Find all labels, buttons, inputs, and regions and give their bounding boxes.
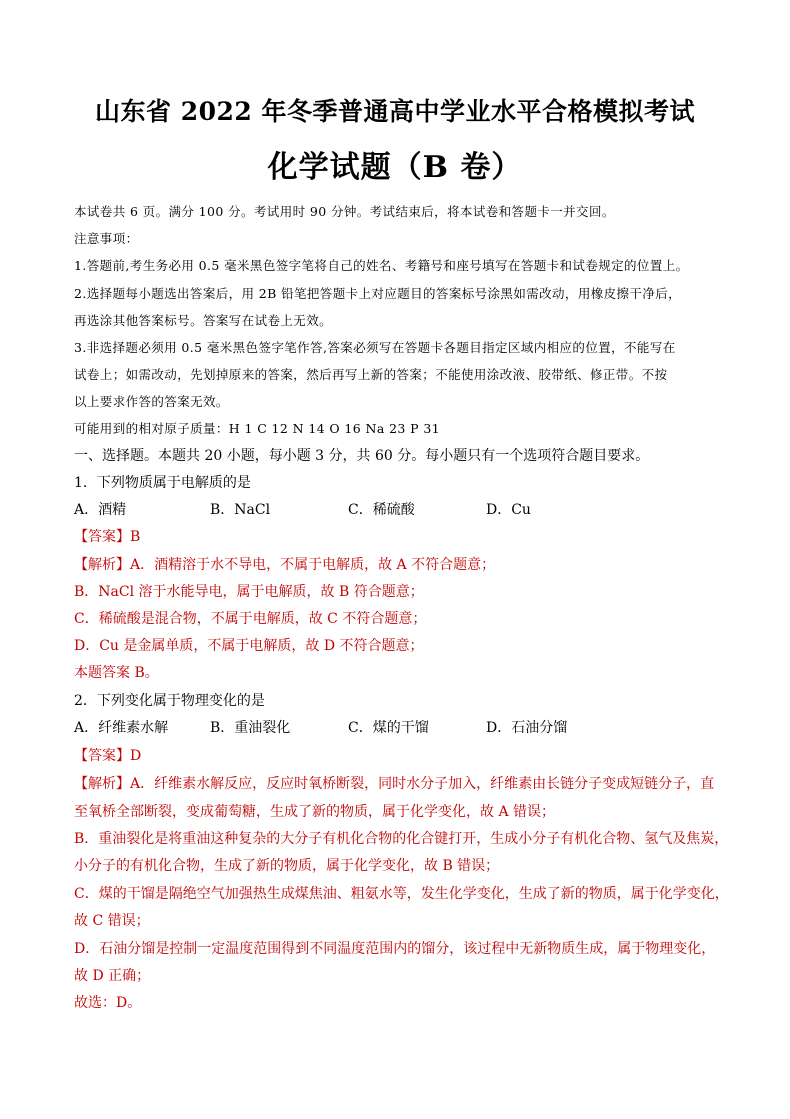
- notice-title: 注意事项：: [74, 231, 139, 246]
- section-heading: 一、选择题。本题共 20 小题，每小题 3 分，共 60 分。每小题只有一个选项符合题目要求。: [74, 448, 650, 464]
- question-2-analysis-line-7: D．石油分馏是控制一定温度范围得到不同温度范围内的馏分，该过程中无新物质生成，属于物理变化，: [74, 941, 716, 957]
- question-2-analysis-line-8: 故 D 正确；: [74, 968, 151, 984]
- analysis-tag: 【解析】: [74, 776, 130, 792]
- question-2-analysis-line-2: 至氧桥全部断裂，变成葡萄糖，生成了新的物质，属于化学变化，故 A 错误；: [74, 804, 556, 820]
- notice-item-3-line-3: 以上要求作答的答案无效。: [74, 394, 229, 409]
- question-2-analysis-line-1: 【解析】A．纤维素水解反应，反应时氧桥断裂，同时水分子加入，纤维素由长链分子变成短链分子，直: [74, 776, 715, 792]
- question-2-analysis-line-5: C．煤的干馏是隔绝空气加强热生成煤焦油、粗氨水等，发生化学变化，生成了新的物质，属于化学变化，: [74, 886, 729, 902]
- question-2-analysis-line-3: B．重油裂化是将重油这种复杂的大分子有机化合物的化合键打开，生成小分子有机化合物、氢气及焦炭，: [74, 831, 729, 847]
- question-2-stem: 2．下列变化属于物理变化的是: [74, 693, 265, 709]
- question-2-answer: [74, 745, 141, 765]
- question-1-analysis-line-2: B．NaCl 溶于水能导电，属于电解质，故 B 符合题意；: [74, 584, 424, 600]
- question-1-conclusion: 本题答案 B。: [74, 665, 159, 681]
- q1-option-a: A．酒精: [74, 502, 127, 518]
- notice-item-2-line-1: 2.选择题每小题选出答案后，用 2B 铅笔把答题卡上对应题目的答案标号涂黑如需改动，用橡皮擦干净后，: [74, 286, 682, 301]
- question-1-analysis-line-1: 【解析】A．酒精溶于水不导电，不属于电解质，故 A 不符合题意；: [74, 557, 496, 573]
- notice-item-3-line-1: 3.非选择题必须用 0.5 毫米黑色签字笔作答,答案必须写在答题卡各题目指定区域内相应的位置，不能写在: [74, 340, 676, 355]
- notice-item-3-line-2: 试卷上；如需改动，先划掉原来的答案，然后再写上新的答案；不能使用涂改液、胶带纸、修正带。不按: [74, 367, 668, 382]
- notice-item-2-line-2: 再选涂其他答案标号。答案写在试卷上无效。: [74, 313, 333, 328]
- question-2-conclusion: 故选：D。: [74, 995, 142, 1011]
- exam-intro: 本试卷共 6 页。满分 100 分。考试用时 90 分钟。考试结束后，将本试卷和答题卡一并交回。: [74, 204, 615, 219]
- q1-option-b: B．NaCl: [210, 502, 271, 518]
- answer-value: B: [130, 529, 141, 545]
- exam-title: 山东省 2022 年冬季普通高中学业水平合格模拟考试: [95, 97, 695, 126]
- q1-option-c: C．稀硫酸: [348, 502, 415, 518]
- question-2-analysis-line-6: 故 C 错误；: [74, 913, 150, 929]
- question-1-answer: [74, 526, 140, 546]
- analysis-tag: 【解析】: [74, 557, 130, 573]
- answer-tag: 【答案】: [74, 529, 130, 545]
- question-1-analysis-line-4: D．Cu 是金属单质，不属于电解质，故 D 不符合题意；: [74, 638, 424, 654]
- question-1-analysis-line-3: C．稀硫酸是混合物，不属于电解质，故 C 不符合题意；: [74, 611, 427, 627]
- notice-item-1: 1.答题前,考生务必用 0.5 毫米黑色签字笔将自己的姓名、考籍号和座号填写在答题卡和试卷规定的位置上。: [74, 258, 689, 273]
- q2-option-d: D．石油分馏: [486, 720, 568, 736]
- answer-tag: 【答案】: [74, 748, 130, 764]
- q2-option-a: A．纤维素水解: [74, 720, 169, 736]
- q2-option-b: B．重油裂化: [210, 720, 291, 736]
- answer-value: D: [130, 748, 142, 764]
- q1-option-d: D．Cu: [486, 502, 531, 518]
- exam-subtitle: 化学试题（B 卷）: [267, 150, 523, 185]
- atomic-masses: 可能用到的相对原子质量：H 1 C 12 N 14 O 16 Na 23 P 31: [74, 421, 441, 436]
- q2-option-c: C．煤的干馏: [348, 720, 429, 736]
- question-1-stem: 1．下列物质属于电解质的是: [74, 475, 251, 491]
- question-2-analysis-line-4: 小分子的有机化合物，生成了新的物质，属于化学变化，故 B 错误；: [74, 858, 500, 874]
